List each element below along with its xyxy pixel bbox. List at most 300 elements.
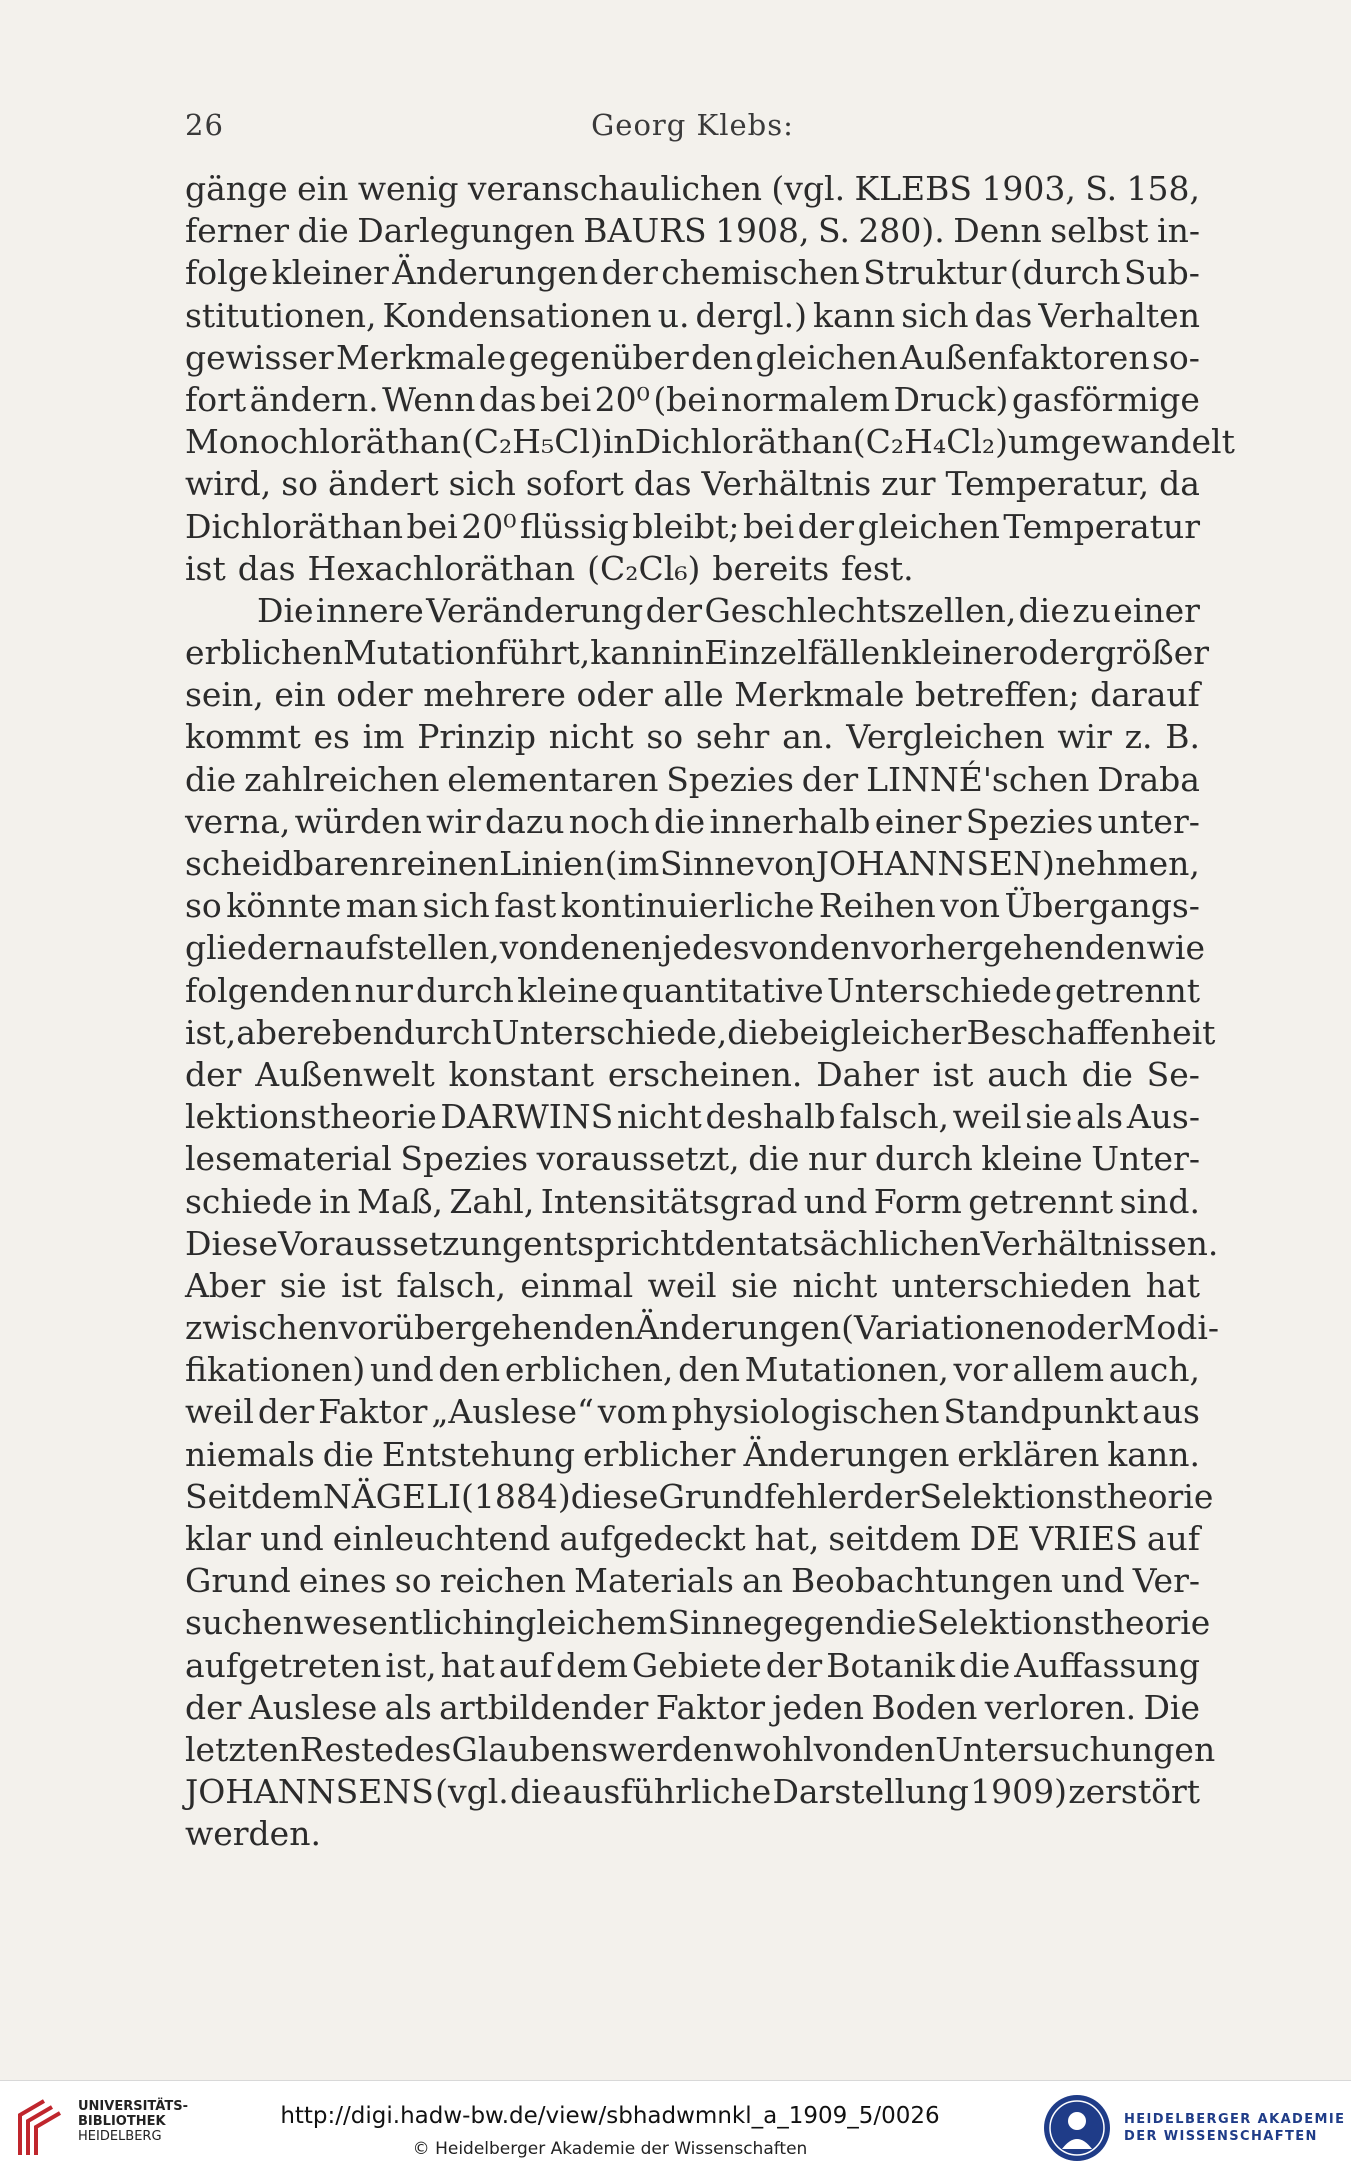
word: Änderungen: [635, 1308, 842, 1348]
word: zur: [881, 464, 936, 504]
word: Reste: [299, 1729, 394, 1769]
text-line: [185, 843, 1200, 885]
word: denen: [559, 928, 663, 968]
word: den: [678, 1350, 740, 1390]
word: NÄGELI: [322, 1476, 462, 1516]
word: sie: [730, 1265, 778, 1305]
word: Verhalten: [1038, 295, 1200, 335]
word: ist,: [385, 1645, 437, 1685]
word: Maß,: [357, 1181, 444, 1221]
text-line: [185, 463, 1200, 505]
word: umgewandelt: [1008, 422, 1235, 462]
university-library-logo-icon: [14, 2097, 66, 2159]
word: gleichen: [755, 337, 898, 377]
word: Mutation: [343, 633, 496, 673]
word: niemals: [185, 1434, 315, 1474]
text-line: [185, 210, 1200, 252]
text-line: [185, 970, 1200, 1012]
word: durch: [416, 970, 514, 1010]
word: ein: [297, 169, 349, 208]
word: scheidbaren: [185, 844, 391, 883]
word: wird,: [185, 464, 272, 504]
word: Die: [1143, 1687, 1200, 1727]
word: des: [393, 1729, 452, 1769]
word: zahlreichen: [244, 759, 440, 799]
word: kontinuierliche: [560, 886, 815, 926]
word: wenig: [357, 169, 459, 208]
word: oder: [1046, 1308, 1123, 1348]
word: letzten: [185, 1729, 300, 1769]
word: so: [394, 1561, 432, 1601]
word: 1909): [970, 1772, 1067, 1812]
word: konstant: [448, 1054, 595, 1094]
word: Verhältnis: [701, 464, 872, 504]
word: Mutationen,: [744, 1350, 949, 1390]
word: stitutionen,: [185, 295, 377, 335]
word: VRIES: [1029, 1519, 1138, 1558]
word: Darlegungen: [357, 211, 575, 251]
word: der: [863, 1476, 920, 1516]
word: betreffen;: [915, 675, 1080, 715]
word: kleiner: [271, 253, 389, 293]
word: Verhältnissen.: [980, 1223, 1219, 1263]
text-line: [185, 1687, 1200, 1729]
word: Temperatur: [1003, 506, 1200, 546]
word: kann: [813, 295, 896, 335]
word: von: [940, 886, 1001, 926]
word: nicht: [548, 717, 634, 757]
word: entspricht: [523, 1223, 695, 1263]
word: sich: [422, 886, 490, 926]
word: von: [813, 1729, 874, 1769]
word: auch: [987, 1054, 1068, 1094]
word: erblicher: [582, 1434, 736, 1474]
word: von: [499, 928, 560, 968]
word: würden: [294, 801, 422, 841]
word: 20⁰: [594, 379, 650, 419]
word: Vergleichen: [846, 717, 1045, 757]
word: da: [1159, 464, 1200, 504]
word: Wenn: [382, 379, 476, 419]
word: und: [260, 1519, 324, 1558]
word: falsch,: [839, 1097, 949, 1137]
word: die: [727, 1012, 779, 1052]
word: Aber: [185, 1265, 266, 1305]
word: in: [672, 633, 705, 673]
word: (durch: [1009, 253, 1121, 293]
word: in: [318, 1181, 351, 1221]
word: noch: [568, 801, 650, 841]
word: gänge: [185, 169, 288, 208]
text-line: [185, 885, 1200, 927]
viewer-footer: [0, 2080, 1351, 2176]
word: BAURS: [583, 211, 707, 251]
word: im: [362, 717, 405, 757]
word: erklären: [957, 1434, 1100, 1474]
word: Voraussetzung: [278, 1223, 524, 1263]
word: Unter-: [1091, 1139, 1200, 1179]
word: Veränderung: [426, 590, 644, 630]
word: den: [809, 928, 872, 968]
word: Linien: [499, 844, 605, 883]
library-name-line: UNIVERSITÄTS-: [78, 2099, 188, 2114]
word: Aus-: [1126, 1097, 1200, 1137]
word: 1908,: [715, 211, 810, 251]
body-text: [185, 168, 1235, 1856]
word: weil: [185, 1392, 254, 1432]
word: Geschlechtszellen,: [704, 590, 1017, 630]
word: klar: [185, 1519, 251, 1558]
word: auch,: [1108, 1350, 1200, 1390]
word: weil: [647, 1265, 717, 1305]
word: größer: [1094, 633, 1210, 673]
word: die: [959, 1645, 1011, 1685]
word: quantitative: [621, 970, 824, 1010]
text-line: [185, 506, 1200, 548]
word: sich: [448, 464, 516, 504]
word: es: [313, 717, 350, 757]
word: als: [1075, 1097, 1124, 1137]
word: ändern.: [249, 379, 379, 419]
word: an.: [782, 717, 834, 757]
word: Hexachloräthan: [307, 548, 576, 588]
word: Grundfehler: [658, 1476, 864, 1516]
text-line: [185, 379, 1200, 421]
word: kleiner: [901, 633, 1019, 673]
word: deshalb: [705, 1097, 836, 1137]
word: Faktor: [655, 1687, 766, 1727]
word: (C₂H₅Cl): [460, 422, 603, 462]
word: die: [653, 801, 706, 841]
word: Dichloräthan: [185, 506, 404, 546]
text-line: [185, 1813, 1200, 1855]
word: Standpunkt: [943, 1392, 1139, 1432]
word: (im: [604, 844, 660, 883]
word: diese: [570, 1476, 659, 1516]
word: Merkmale: [734, 675, 905, 715]
word: Monochloräthan: [185, 422, 461, 462]
word: auf: [498, 1645, 552, 1685]
word: Änderungen: [392, 253, 599, 293]
word: man: [345, 886, 419, 926]
word: kann.: [1107, 1434, 1200, 1474]
word: Intensitätsgrad: [540, 1181, 798, 1221]
word: die: [510, 1772, 562, 1812]
word: so: [185, 886, 222, 926]
word: lektionstheorie: [185, 1097, 437, 1137]
text-line: [185, 548, 1200, 590]
word: aufgedeckt: [559, 1519, 746, 1558]
word: gasförmige: [1011, 379, 1200, 419]
word: JOHANNSEN): [815, 844, 1055, 883]
word: bei: [742, 506, 795, 546]
word: Unterschiede: [826, 970, 1052, 1010]
word: Ver-: [1132, 1561, 1200, 1601]
word: Sinne: [667, 1603, 763, 1643]
word: Gebiete: [631, 1645, 762, 1685]
word: zwischen: [185, 1308, 339, 1348]
word: (Variationen: [841, 1308, 1047, 1348]
word: als: [384, 1687, 432, 1727]
word: reinen: [390, 844, 499, 883]
word: die: [865, 1603, 917, 1643]
word: Darstellung: [772, 1772, 969, 1812]
word: von: [755, 844, 816, 883]
word: Auslese: [248, 1687, 378, 1727]
word: erblichen: [185, 633, 344, 673]
text-line: [185, 1518, 1200, 1560]
word: nicht: [792, 1265, 878, 1305]
word: den: [691, 337, 754, 377]
permalink-url[interactable]: http://digi.hadw-bw.de/view/sbhadwmnkl_a_1909_5/0026: [280, 2103, 940, 2129]
library-name-line: BIBLIOTHEK: [78, 2114, 166, 2129]
word: folgenden: [185, 970, 352, 1010]
word: sie: [1025, 1097, 1073, 1137]
word: erblichen,: [504, 1350, 674, 1390]
word: führt,: [495, 633, 591, 673]
word: unterschieden: [891, 1265, 1132, 1305]
word: der: [601, 253, 658, 293]
word: hat: [1145, 1265, 1200, 1305]
word: die: [748, 1139, 800, 1179]
word: Draba: [1097, 759, 1200, 799]
word: bleibt;: [632, 506, 740, 546]
word: ändert: [328, 464, 439, 504]
word: in: [602, 422, 635, 462]
text-line: [185, 1096, 1200, 1138]
word: bei: [539, 379, 592, 419]
word: folge: [185, 253, 269, 293]
text-line: [185, 1012, 1216, 1054]
word: (vgl.: [435, 1772, 509, 1812]
text-line: [185, 1560, 1200, 1602]
word: sie: [279, 1265, 327, 1305]
word: sofort: [525, 464, 624, 504]
text-line: [185, 168, 1200, 210]
text-line: [185, 1265, 1200, 1307]
word: kleine: [981, 1139, 1083, 1179]
word: schiede: [185, 1181, 313, 1221]
text-line: [185, 1645, 1200, 1687]
academy-name: [1124, 2111, 1345, 2145]
word: so: [281, 464, 319, 504]
word: sich: [901, 295, 969, 335]
word: einer: [1113, 590, 1200, 630]
word: der: [797, 506, 855, 546]
running-head: Georg Klebs:: [591, 108, 794, 142]
word: Glaubens: [451, 1729, 609, 1769]
word: gewisser: [185, 337, 334, 377]
word: Dichloräthan: [634, 422, 853, 462]
word: 280).: [858, 211, 945, 251]
word: fikationen): [185, 1350, 366, 1390]
word: 158,: [1126, 169, 1200, 208]
word: Druck): [893, 379, 1009, 419]
word: Boden: [871, 1687, 978, 1727]
word: Se-: [1146, 1054, 1200, 1094]
word: wir: [426, 801, 481, 841]
word: an: [742, 1561, 783, 1601]
word: der: [185, 1054, 242, 1094]
word: ausführliche: [562, 1772, 772, 1812]
word: fast: [494, 886, 557, 926]
word: vorübergehenden: [338, 1308, 636, 1348]
word: alle: [663, 675, 724, 715]
word: gleichen: [857, 506, 1000, 546]
word: dergl.): [695, 295, 807, 335]
word: getrennt: [1055, 970, 1200, 1010]
text-line: [185, 674, 1200, 716]
word: Faktor: [318, 1392, 428, 1432]
word: bei: [406, 506, 458, 546]
word: eben: [312, 1012, 394, 1052]
word: Sinne: [659, 844, 756, 883]
word: so-: [1151, 337, 1200, 377]
word: nicht: [616, 1097, 702, 1137]
word: Unterschiede,: [491, 1012, 728, 1052]
word: Kondensationen: [382, 295, 652, 335]
word: z.: [1124, 717, 1153, 757]
word: aus: [1142, 1392, 1200, 1432]
word: werden: [608, 1729, 734, 1769]
university-library-name: [78, 2099, 188, 2144]
word: so: [646, 717, 684, 757]
word: suchen: [185, 1603, 304, 1643]
text-line: [185, 759, 1200, 801]
word: physiologischen: [671, 1392, 940, 1432]
word: kleine: [517, 970, 619, 1010]
word: ein: [274, 675, 326, 715]
word: seitdem: [828, 1519, 961, 1558]
word: Änderungen: [743, 1434, 950, 1474]
word: Außenwelt: [255, 1054, 435, 1094]
word: der: [801, 759, 859, 799]
word: innere: [315, 590, 424, 630]
word: Einzelfällen: [704, 633, 902, 673]
word: werden.: [185, 1814, 321, 1854]
word: erscheinen.: [607, 1054, 803, 1094]
word: von: [749, 928, 810, 968]
word: sehr: [695, 717, 770, 757]
word: einmal: [520, 1265, 634, 1305]
word: in-: [1157, 211, 1200, 251]
word: DE: [969, 1519, 1021, 1558]
word: Reihen: [818, 886, 936, 926]
word: bereits: [712, 548, 830, 588]
word: Zahl,: [449, 1181, 535, 1221]
word: (C₂H₄Cl₂): [852, 422, 1009, 462]
word: 1903,: [981, 169, 1076, 208]
word: zu: [1072, 590, 1111, 630]
word: veranschaulichen: [467, 169, 763, 208]
word: verloren.: [984, 1687, 1137, 1727]
word: Denn: [953, 211, 1042, 251]
word: auf: [1146, 1519, 1200, 1558]
word: durch: [393, 1012, 492, 1052]
word: Spezies: [965, 801, 1094, 841]
word: oder: [336, 675, 413, 715]
word: Beschaffenheit: [966, 1012, 1216, 1052]
word: durch: [874, 1139, 973, 1179]
word: Untersuchungen: [935, 1729, 1216, 1769]
word: Sub-: [1123, 253, 1200, 293]
word: elementaren: [447, 759, 659, 799]
word: einleuchtend: [332, 1519, 551, 1558]
word: Form: [873, 1181, 962, 1221]
word: kommt: [185, 717, 301, 757]
word: Temperatur,: [945, 464, 1150, 504]
academy-seal-icon: [1042, 2093, 1112, 2163]
text-line: [185, 1181, 1200, 1223]
word: Diese: [185, 1223, 279, 1263]
word: jeden: [772, 1687, 865, 1727]
text-line: [185, 927, 1206, 969]
word: wie: [1146, 928, 1206, 968]
word: ferner: [185, 211, 290, 251]
word: das: [237, 548, 296, 588]
word: oder: [1018, 633, 1095, 673]
word: Seitdem: [185, 1476, 323, 1516]
word: flüssig: [519, 506, 629, 546]
word: S.: [818, 211, 850, 251]
word: gliedern: [185, 928, 325, 968]
word: und: [803, 1181, 868, 1221]
word: S.: [1085, 169, 1118, 208]
text-line: [185, 590, 1200, 632]
word: die: [1081, 1054, 1133, 1094]
text-line: [185, 1434, 1200, 1476]
word: Selektionstheorie: [916, 1603, 1211, 1643]
word: Die: [257, 590, 314, 630]
word: chemischen: [661, 253, 860, 293]
word: ist: [932, 1054, 974, 1094]
word: Beobachtungen: [791, 1561, 1053, 1601]
text-line: [185, 1223, 1219, 1265]
text-line: [185, 1307, 1220, 1349]
text-line: [185, 421, 1235, 463]
word: wohl: [733, 1729, 814, 1769]
word: Auffassung: [1014, 1645, 1200, 1685]
word: und: [1061, 1561, 1125, 1601]
word: Prinzip: [417, 717, 537, 757]
word: der: [185, 1687, 242, 1727]
word: reichen: [439, 1561, 567, 1601]
word: KLEBS: [854, 169, 972, 208]
academy-name-line: DER WISSENSCHAFTEN: [1124, 2129, 1318, 2144]
word: den: [438, 1350, 501, 1390]
word: aufgetreten: [185, 1645, 382, 1685]
word: unter-: [1097, 801, 1200, 841]
word: selbst: [1050, 211, 1149, 251]
word: LINNÉ'schen: [866, 759, 1090, 799]
word: wir: [1057, 717, 1112, 757]
word: (1884): [461, 1476, 571, 1516]
word: gegenüber: [508, 337, 689, 377]
word: in: [483, 1603, 516, 1643]
word: sind.: [1119, 1181, 1200, 1221]
text-line: [185, 716, 1200, 758]
word: gegen: [762, 1603, 866, 1643]
word: gleicher: [829, 1012, 967, 1052]
word: voraussetzt,: [536, 1139, 740, 1179]
text-line: [185, 632, 1210, 674]
word: JOHANNSENS: [185, 1772, 434, 1812]
word: hat,: [754, 1519, 820, 1558]
word: vor: [953, 1350, 1008, 1390]
word: normalem: [720, 379, 891, 419]
text-line: [185, 1476, 1214, 1518]
text-line: [185, 1054, 1200, 1096]
